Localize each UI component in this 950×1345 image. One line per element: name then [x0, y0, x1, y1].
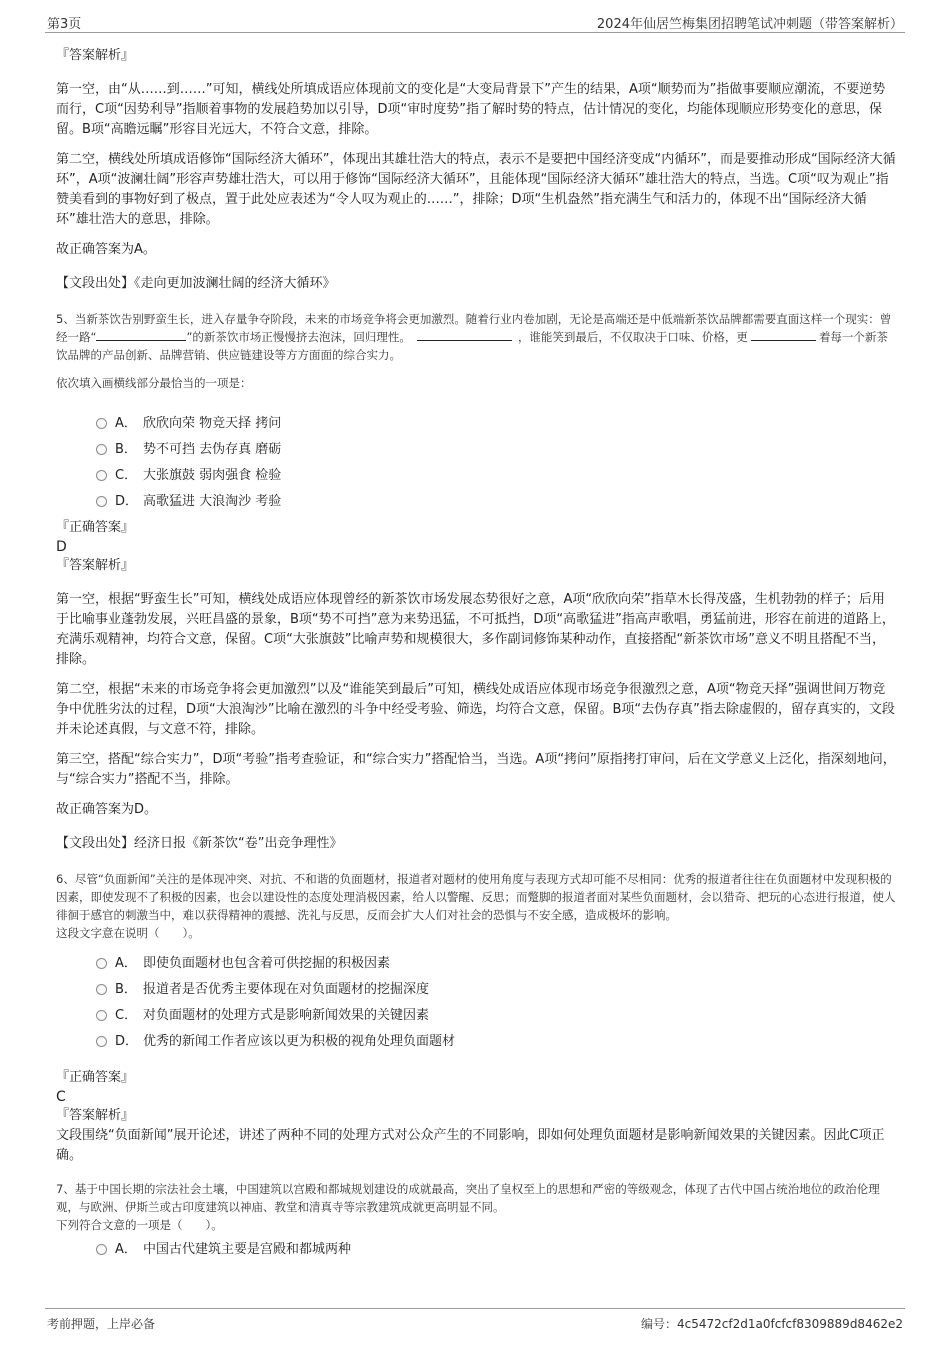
analysis-paragraph: 第一空，根据“野蛮生长”可知，横线处成语应体现曾经的新茶饮市场发展态势很好之意，A项“欣欣向荣”指草木长得茂盛，生机勃勃的样子；后用于比喻事业蓬勃发展，兴旺昌盛的景象，B项“势不可挡”意为来势迅猛，不可抵挡，D项“高歌猛进”指高声歌唱，勇猛前进，形容在前进的道路上，充满乐观精神，均符合文意，保留。C项“大张旗鼓”比喻声势和规模很大，多作副词修饰某种动作，直接搭配“新茶饮市场”意义不明且搭配不当，排除。: [56, 592, 895, 667]
source-citation: 【文段出处】《走向更加波澜壮阔的经济大循环》: [56, 276, 336, 291]
analysis-conclusion: 故正确答案为D。: [56, 802, 158, 817]
fill-blank-3: [751, 328, 816, 341]
analysis-paragraph: 第二空，根据“未来的市场竞争将会更加激烈”以及“谁能笑到最后”可知，横线处成语应体现市场竞争很激烈之意，A项“物竞天择”强调世间万物竞争中优胜劣汰的过程，D项“大浪淘沙”比喻在激烈的斗争中经受考验、筛选，均符合文意，保留。B项“去伪存真”指去除虚假的，留存真实的，文段并未论述真假，与文意不符，排除。: [56, 682, 895, 737]
correct-answer-heading: 『正确答案』: [56, 520, 135, 535]
options-list: [96, 408, 896, 512]
options-list: [96, 1234, 896, 1260]
option-b[interactable]: B． 势不可挡 去伪存真 磨砺: [96, 434, 896, 460]
radio-icon[interactable]: [96, 470, 107, 481]
correct-answer: D: [56, 539, 67, 555]
question-stem: 5、当新茶饮告别野蛮生长，进入存量争夺阶段，未来的市场竞争将会更加激烈。随着行业内卷加剧，无论是高端还是中低端新茶饮品牌都需要直面这样一个现实：曾经一路“ ”的新茶饮市场正慢慢挤去泡沫，回归理性。 ，谁能笑到最后，不仅取决于口味、价格，更 着每一个新茶饮品牌的产品创新、品牌营销、供应链建设等方方面面的综合实力。: [56, 312, 892, 362]
option-b[interactable]: B． 报道者是否优秀主要体现在对负面题材的挖掘深度: [96, 974, 896, 1000]
option-a[interactable]: A． 中国古代建筑主要是宫殿和都城两种: [96, 1234, 896, 1260]
question-stem: 6、尽管“负面新闻”关注的是体现冲突、对抗、不和谐的负面题材，报道者对题材的使用角度与表现方式却可能不尽相同：优秀的报道者往往在负面题材中发现积极的因素，即使发现不了积极的因素，也会以建设性的态度处理消极因素，给人以警醒、反思；而蹩脚的报道者面对某些负面题材，会以猎奇、把玩的心态进行报道，使人徘徊于感官的刺激当中，难以获得精神的震撼、洗礼与反思，反而会扩大人们对社会的恐惧与不安全感，造成极坏的影响。: [56, 872, 896, 922]
radio-icon[interactable]: [96, 958, 107, 969]
option-a[interactable]: A． 即使负面题材也包含着可供挖掘的积极因素: [96, 948, 896, 974]
fill-blank-2: [417, 328, 512, 341]
page-number: 第3页: [47, 17, 82, 32]
source-citation: 【文段出处】经济日报《新茶饮“卷”出竞争理性》: [56, 836, 343, 851]
analysis-heading: 『答案解析』: [56, 48, 135, 63]
document-id: 编号：4c5472cf2d1a0fcfcf8309889d8462e2: [641, 1317, 903, 1331]
option-c[interactable]: C． 对负面题材的处理方式是影响新闻效果的关键因素: [96, 1000, 896, 1026]
page-header: [45, 10, 905, 33]
option-c[interactable]: C． 大张旗鼓 弱肉强食 检验: [96, 460, 896, 486]
radio-icon[interactable]: [96, 1244, 107, 1255]
radio-icon[interactable]: [96, 1036, 107, 1047]
question-prompt: 这段文字意在说明（ ）。: [56, 926, 200, 940]
option-d[interactable]: D． 优秀的新闻工作者应该以更为积极的视角处理负面题材: [96, 1026, 896, 1052]
radio-icon[interactable]: [96, 984, 107, 995]
analysis-heading: 『答案解析』: [56, 1108, 135, 1123]
option-a[interactable]: A． 欣欣向荣 物竞天择 拷问: [96, 408, 896, 434]
question-stem: 7、基于中国长期的宗法社会土壤，中国建筑以宫殿和都城规划建设的成就最高，突出了皇权至上的思想和严密的等级观念，体现了古代中国占统治地位的政治伦理观，与欧洲、伊斯兰或古印度建筑以神庙、教堂和清真寺等宗教建筑成就更高明显不同。: [56, 1182, 880, 1214]
analysis-paragraph: 第一空，由“从……到……”可知，横线处所填成语应体现前文的变化是“大变局背景下”产生的结果，A项“顺势而为”指做事要顺应潮流，不要逆势而行，C项“因势利导”指顺着事物的发展趋势加以引导，D项“审时度势”指了解时势的特点，估计情况的变化，均能体现顺应形势变化的意思，保留。B项“高瞻远瞩”形容目光远大，不符合文意，排除。: [56, 82, 886, 137]
correct-answer: C: [56, 1089, 66, 1105]
radio-icon[interactable]: [96, 444, 107, 455]
page-footer: [45, 1308, 905, 1335]
radio-icon[interactable]: [96, 496, 107, 507]
option-d[interactable]: D． 高歌猛进 大浪淘沙 考验: [96, 486, 896, 512]
analysis-conclusion: 故正确答案为A。: [56, 242, 156, 257]
question-prompt: 下列符合文意的一项是（ ）。: [56, 1218, 223, 1232]
analysis-paragraph: 文段围绕“负面新闻”展开论述，讲述了两种不同的处理方式对公众产生的不同影响，即如何处理负面题材是影响新闻效果的关键因素。因此C项正确。: [56, 1128, 885, 1163]
radio-icon[interactable]: [96, 1010, 107, 1021]
page-content: [56, 46, 896, 1260]
analysis-paragraph: 第二空，横线处所填成语修饰“国际经济大循环”，体现出其雄壮浩大的特点，表示不是要把中国经济变成“内循环”，而是要推动形成“国际经济大循环”，A项“波澜壮阔”形容声势雄壮浩大，可以用于修饰“国际经济大循环”，且能体现“国际经济大循环”雄壮浩大的特点，当选。C项“叹为观止”指赞美看到的事物好到了极点，置于此处应表述为“令人叹为观止的……”，排除；D项“生机盎然”指充满生气和活力的，体现不出“国际经济大循环”雄壮浩大的意思，排除。: [56, 152, 896, 227]
question-prompt: 依次填入画横线部分最恰当的一项是：: [56, 376, 252, 390]
analysis-paragraph: 第三空，搭配“综合实力”，D项“考验”指考查验证，和“综合实力”搭配恰当，当选。A项“拷问”原指拷打审问，后在文学意义上泛化，指深刻地问，与“综合实力”搭配不当，排除。: [56, 752, 896, 787]
options-list: [96, 948, 896, 1052]
correct-answer-heading: 『正确答案』: [56, 1070, 135, 1085]
document-title: 2024年仙居竺梅集团招聘笔试冲刺题（带答案解析）: [596, 17, 903, 32]
fill-blank-1: [96, 328, 186, 341]
analysis-heading: 『答案解析』: [56, 558, 135, 573]
radio-icon[interactable]: [96, 418, 107, 429]
footer-slogan: 考前押题，上岸必备: [47, 1317, 156, 1331]
